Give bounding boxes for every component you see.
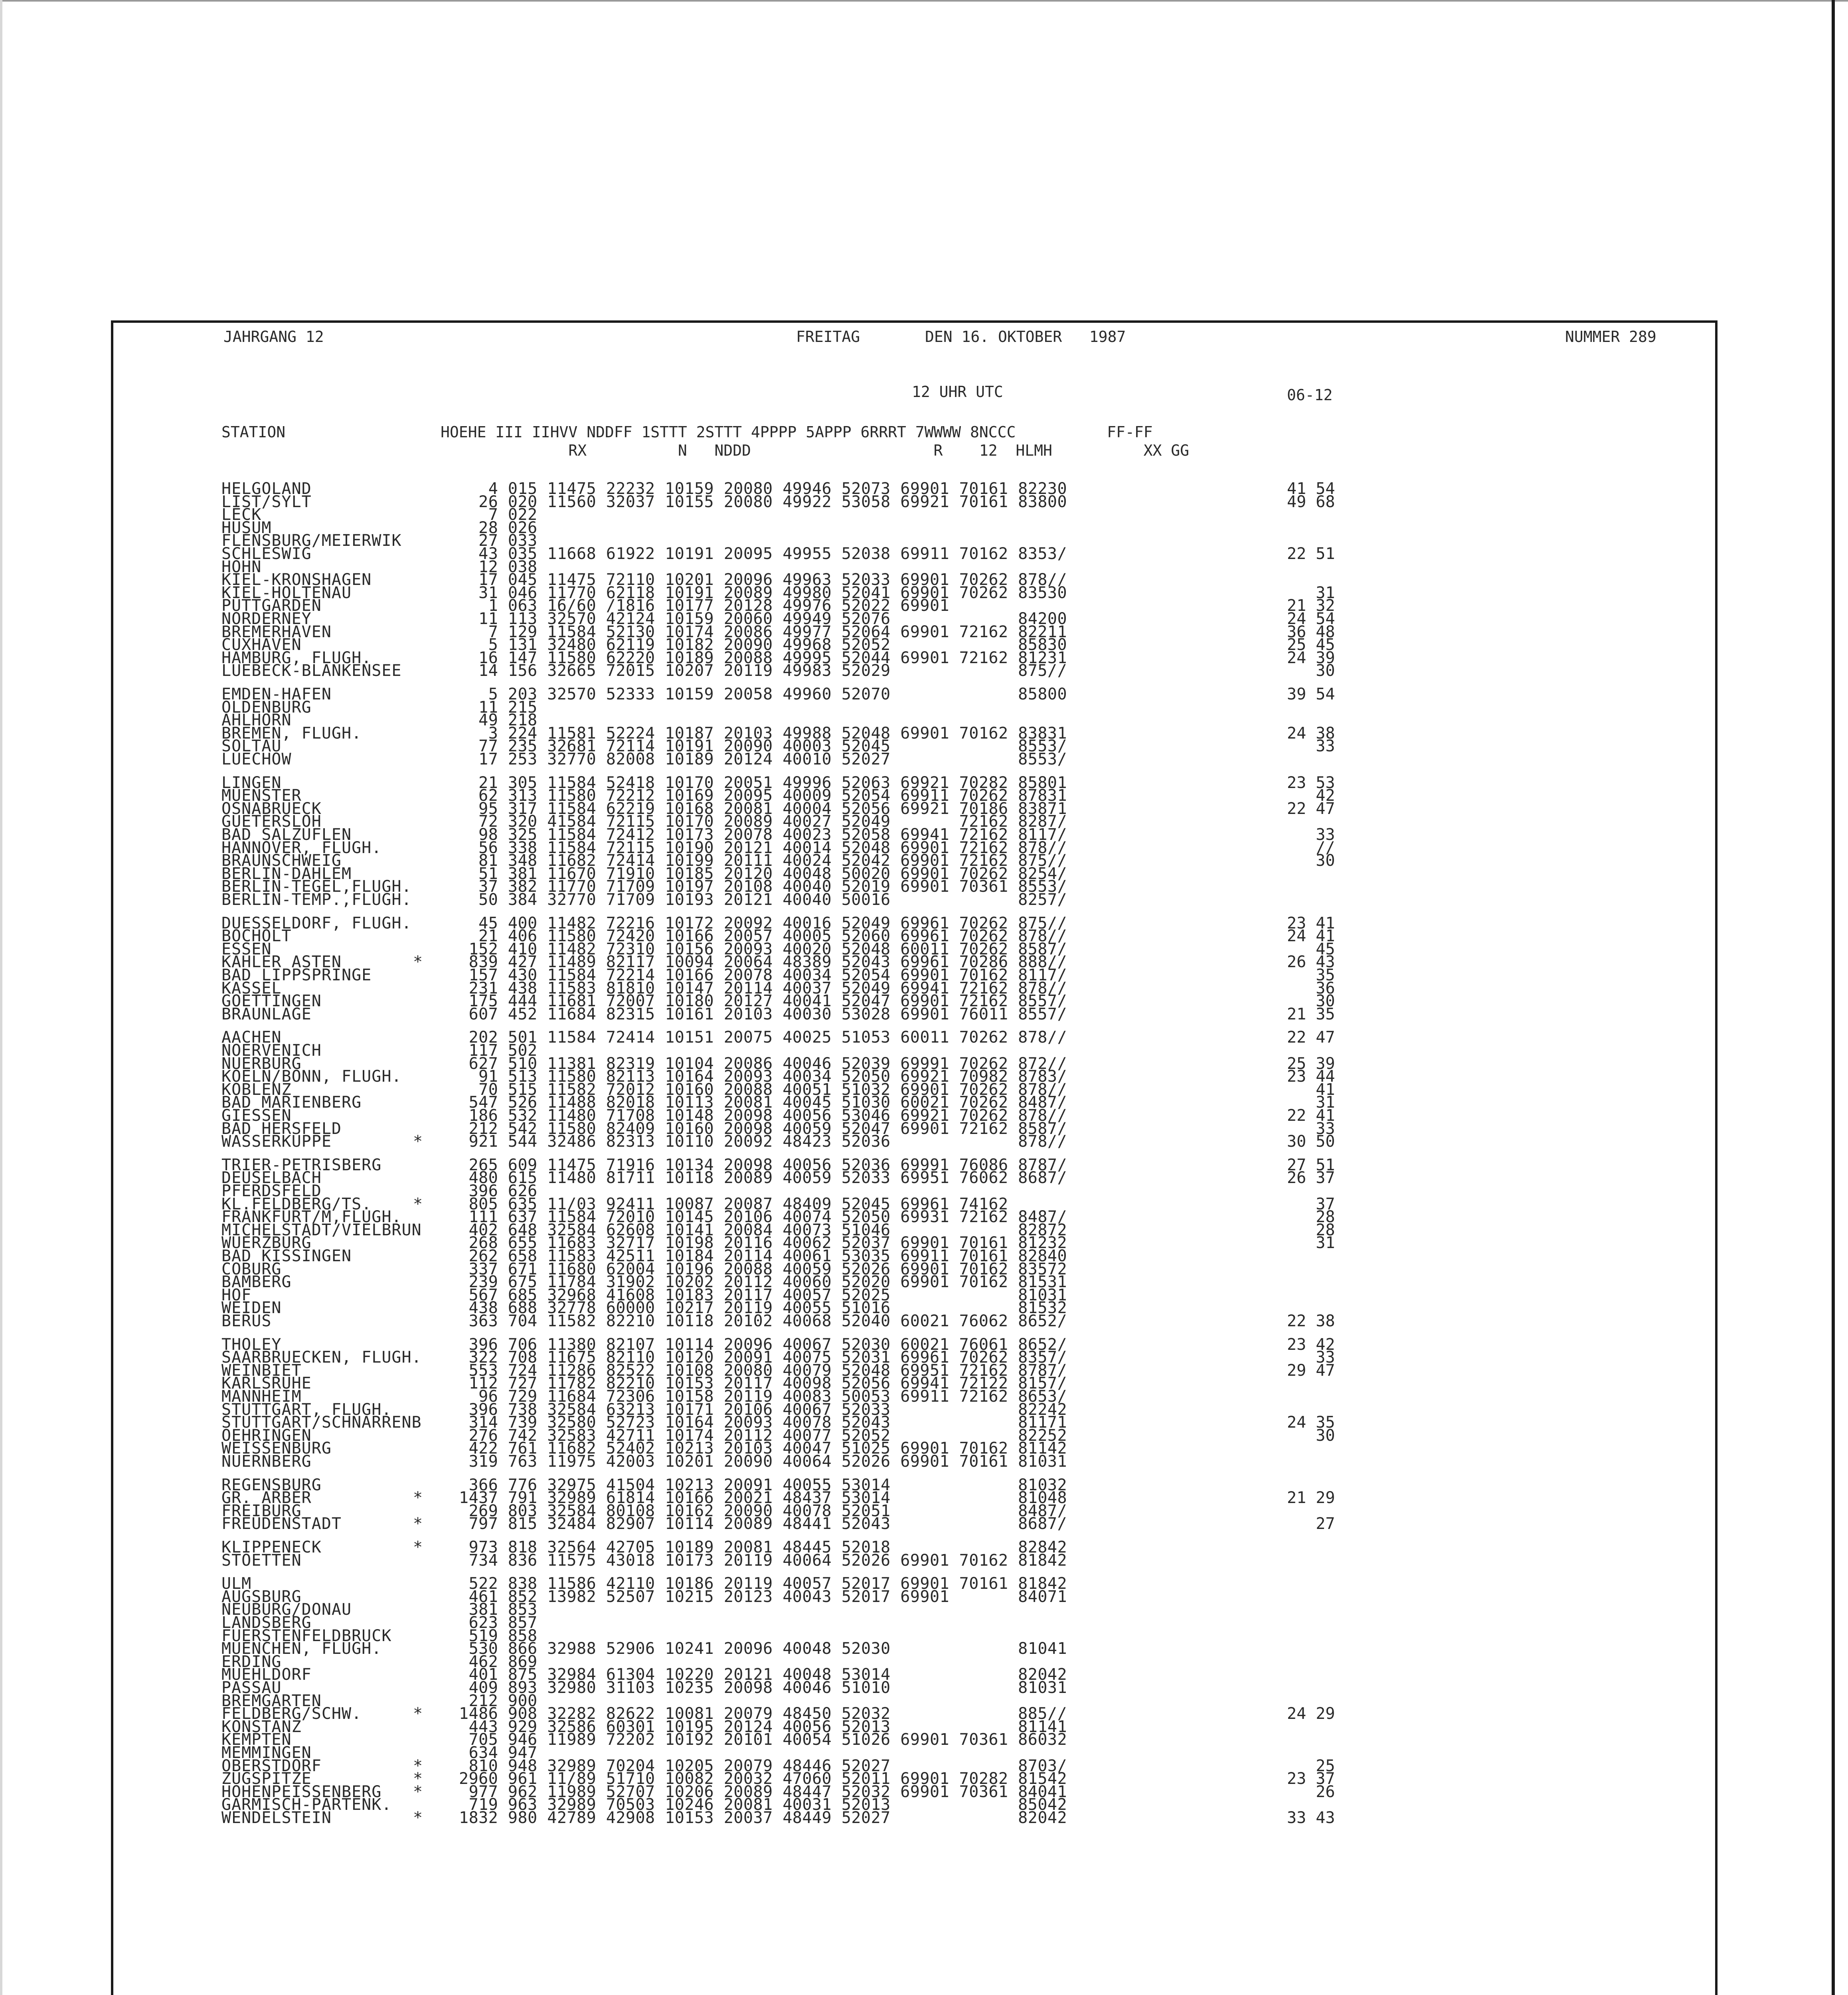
wind-gust-values: 22 51 (1287, 545, 1335, 563)
observation-values: 1 063 16/60 /1816 10177 20128 49976 52022 69901 (459, 597, 950, 615)
wind-gust-values: 23 53 (1287, 773, 1335, 792)
observation-values: 17 253 32770 82008 10189 20124 40010 52027 8553/ (459, 750, 1067, 768)
station-name: WEIDEN (221, 1299, 282, 1317)
observation-values: 973 818 32564 42705 10189 20081 48445 52018 82842 (459, 1538, 1067, 1556)
wind-gust-values: 33 (1287, 1348, 1335, 1367)
mountain-station-marker: * (413, 1770, 423, 1788)
station-name: SOLTAU (221, 737, 282, 756)
station-name: BOCHOLT (221, 927, 292, 946)
observation-values: 634 947 (459, 1744, 538, 1762)
mountain-station-marker: * (413, 1782, 423, 1801)
wind-gust-values: 42 (1287, 786, 1335, 805)
station-name: BERLIN-TEMP.,FLUGH. (221, 891, 412, 909)
observation-values: 117 502 (459, 1041, 538, 1060)
wind-gust-values: 23 44 (1287, 1067, 1335, 1086)
wind-period: 06-12 (1287, 386, 1333, 404)
station-name: KOELN/BONN, FLUGH. (221, 1067, 402, 1086)
wind-gust-values: 26 (1287, 1782, 1335, 1801)
station-name: GARMISCH-PARTENK. (221, 1796, 392, 1814)
observation-values: 11 215 (459, 698, 538, 717)
station-name: BREMERHAVEN (221, 622, 332, 641)
station-name: AHLHORN (221, 711, 292, 730)
mountain-station-marker: * (413, 1756, 423, 1775)
observation-values: 839 427 11489 82117 10094 20064 48389 52043 69961 70286 888// (459, 953, 1067, 972)
station-name: SAARBRUECKEN, FLUGH. (221, 1348, 422, 1367)
observation-values: 43 035 11668 61922 10191 20095 49955 52038 69911 70162 8353/ (459, 545, 1067, 563)
observation-values: 111 637 11584 72010 10145 20106 40074 52050 69931 72162 8487/ (459, 1208, 1067, 1227)
observation-values: 797 815 32484 82907 10114 20089 48441 52043 8687/ (459, 1515, 1067, 1533)
issue-number: NUMMER 289 (1565, 328, 1656, 346)
observation-values: 3 224 11581 52224 10187 20103 49988 52048 69901 70162 83831 (459, 724, 1067, 743)
wind-gust-values: 35 (1287, 966, 1335, 984)
observation-values: 81 348 11682 72414 10199 20111 40024 52042 69901 72162 875// (459, 851, 1067, 870)
observation-values: 14 156 32665 72015 10207 20119 49983 52029 875// (459, 662, 1067, 680)
station-name: REGENSBURG (221, 1476, 322, 1494)
wind-gust-values: 23 42 (1287, 1335, 1335, 1354)
wind-gust-values: 49 68 (1287, 492, 1335, 511)
station-name: HOF (221, 1286, 252, 1304)
observation-values: 276 742 32583 42711 10174 20112 40077 52052 82252 (459, 1426, 1067, 1445)
observation-values: 734 836 11575 43018 10173 20119 40064 52026 69901 70162 81842 (459, 1551, 1067, 1570)
observation-values: 921 544 32486 82313 10110 20092 48423 52036 878// (459, 1132, 1067, 1151)
observation-values: 705 946 11989 72202 10192 20101 40054 51026 69901 70361 86032 (459, 1730, 1067, 1749)
observation-values: 98 325 11584 72412 10173 20078 40023 52058 69941 72162 8117/ (459, 826, 1067, 844)
station-name: MEMMINGEN (221, 1744, 312, 1762)
observation-values: 91 513 11580 82113 10164 20093 40034 52050 69921 70982 8783/ (459, 1067, 1067, 1086)
observation-values: 231 438 11583 81810 10147 20114 40037 52049 69941 72162 878// (459, 979, 1067, 998)
station-name: NOERVENICH (221, 1041, 322, 1060)
station-name: SCHLESWIG (221, 545, 312, 563)
observation-values: 7 022 (459, 506, 538, 524)
observation-values: 438 688 32778 60000 10217 20119 40055 51016 81532 (459, 1299, 1067, 1317)
station-name: EMDEN-HAFEN (221, 685, 332, 703)
observation-values: 363 704 11582 82210 10118 20102 40068 52040 60021 76062 8652/ (459, 1312, 1067, 1330)
station-name: NUERBURG (221, 1054, 302, 1073)
station-name: OSNABRUECK (221, 799, 322, 818)
station-name: HAMBURG, FLUGH. (221, 648, 372, 667)
station-name: ULM (221, 1574, 252, 1593)
wind-gust-values: 24 39 (1287, 648, 1335, 667)
station-name: MICHELSTADT/VIELBRUN (221, 1221, 422, 1239)
station-name: STOETTEN (221, 1551, 302, 1570)
wind-gust-values: 41 54 (1287, 480, 1335, 498)
station-name: BERUS (221, 1312, 272, 1330)
observation-values: 1437 791 32989 61814 10166 20021 48437 53014 81048 (459, 1489, 1067, 1507)
station-name: WEINBIET (221, 1361, 302, 1380)
station-name: FUERSTENFELDBRUCK (221, 1626, 392, 1645)
station-name: MUENSTER (221, 786, 302, 805)
station-name: BREMEN, FLUGH. (221, 724, 362, 743)
mountain-station-marker: * (413, 1195, 423, 1213)
observation-values: 480 615 11480 81711 10118 20089 40059 52033 69951 76062 8687/ (459, 1169, 1067, 1187)
wind-gust-values: 28 (1287, 1208, 1335, 1227)
station-name: DUESSELDORF, FLUGH. (221, 914, 412, 932)
station-name: HUSUM (221, 518, 272, 537)
observation-values: 553 724 11286 82522 10108 20080 40079 52048 69951 72162 8787/ (459, 1361, 1067, 1380)
station-name: BERLIN-TEGEL,FLUGH. (221, 877, 412, 896)
station-name: KARLSRUHE (221, 1374, 312, 1393)
page-top-edge (0, 0, 1848, 2)
station-name: ESSEN (221, 940, 272, 958)
station-name: LUECHOW (221, 750, 292, 768)
station-name: BAD MARIENBERG (221, 1093, 362, 1112)
observation-values: 547 526 11488 82018 10113 20081 40045 51030 60021 70262 8487/ (459, 1093, 1067, 1112)
wind-gust-values: 24 38 (1287, 724, 1335, 743)
observation-values: 805 635 11/03 92411 10087 20087 48409 52045 69961 74162 (459, 1195, 1008, 1213)
wind-gust-values: 22 38 (1287, 1312, 1335, 1330)
observation-values: 443 929 32586 60301 10195 20124 40056 52013 81141 (459, 1717, 1067, 1736)
station-name: THOLEY (221, 1335, 282, 1354)
station-name: GIESSEN (221, 1106, 292, 1125)
observation-values: 27 033 (459, 531, 538, 550)
wind-gust-values: 45 (1287, 940, 1335, 958)
station-name: KL.FELDBERG/TS. (221, 1195, 372, 1213)
station-name: FRANKFURT/M,FLUGH. (221, 1208, 402, 1227)
wind-gust-values: 31 (1287, 1234, 1335, 1252)
station-name: NUERNBERG (221, 1452, 312, 1471)
wind-gust-values: 31 (1287, 583, 1335, 602)
station-name: KONSTANZ (221, 1717, 302, 1736)
station-name: LIST/SYLT (221, 492, 312, 511)
station-name: BREMGARTEN (221, 1691, 322, 1710)
station-name: BAD LIPPSPRINGE (221, 966, 372, 984)
wind-gust-values: 22 47 (1287, 799, 1335, 818)
station-name: DEUSELBACH (221, 1169, 322, 1187)
observation-values: 2960 961 11/89 51710 10082 20032 47060 52011 69901 70282 81542 (459, 1770, 1067, 1788)
observation-values: 77 235 32681 72114 10191 20090 40003 52045 8553/ (459, 737, 1067, 756)
station-name: GR. ARBER (221, 1489, 312, 1507)
wind-gust-values: 21 29 (1287, 1489, 1335, 1507)
mountain-station-marker: * (413, 1809, 423, 1827)
station-name: BRAUNSCHWEIG (221, 851, 342, 870)
station-name: CUXHAVEN (221, 636, 302, 654)
station-name: COBURG (221, 1260, 282, 1278)
observation-values: 519 858 (459, 1626, 538, 1645)
observation-values: 607 452 11684 82315 10161 20103 40030 53028 69901 76011 8557/ (459, 1005, 1067, 1023)
date-label: DEN 16. OKTOBER 1987 (925, 328, 1126, 346)
station-name: BERLIN-DAHLEM (221, 864, 352, 883)
station-name: KIEL-KRONSHAGEN (221, 571, 372, 589)
observation-values: 5 131 32480 62119 10182 20090 49968 52052 85830 (459, 636, 1067, 654)
wind-gust-values: 36 (1287, 979, 1335, 998)
station-name: GUETERSLOH (221, 812, 322, 831)
mountain-station-marker: * (413, 953, 423, 972)
observation-values: 1486 908 32282 82622 10081 20079 48450 52032 885// (459, 1705, 1067, 1723)
observation-values: 51 381 11670 71910 10185 20120 40048 50020 69901 70262 8254/ (459, 864, 1067, 883)
observation-values: 462 869 (459, 1652, 538, 1671)
observation-values: 381 853 (459, 1600, 538, 1619)
station-name: TRIER-PETRISBERG (221, 1156, 382, 1174)
observation-values: 12 038 (459, 557, 538, 576)
wind-gust-values: 22 47 (1287, 1028, 1335, 1047)
weekday-label: FREITAG (796, 328, 860, 346)
wind-gust-values: 24 54 (1287, 610, 1335, 628)
station-name: AACHEN (221, 1028, 282, 1047)
station-name: PUTTGARDEN (221, 597, 322, 615)
wind-gust-values: 41 (1287, 1080, 1335, 1099)
observation-values: 112 727 11782 82210 10153 20117 40098 52056 69941 72122 8157/ (459, 1374, 1067, 1393)
observation-values: 17 045 11475 72110 10201 20096 49963 52033 69901 70262 878// (459, 571, 1067, 589)
station-name: ERDING (221, 1652, 282, 1671)
wind-gust-values: 25 39 (1287, 1054, 1335, 1073)
station-name: ZUGSPITZE (221, 1770, 312, 1788)
wind-gust-values: 23 37 (1287, 1770, 1335, 1788)
observation-values: 268 655 11683 32717 10198 20116 40062 52037 69901 70161 81232 (459, 1234, 1067, 1252)
observation-values: 7 129 11584 52130 10174 20086 49977 52064 69901 72162 82211 (459, 622, 1067, 641)
wind-gust-values: 30 (1287, 1426, 1335, 1445)
station-name: BAMBERG (221, 1273, 292, 1292)
station-name: HOHENPEISSENBERG (221, 1782, 382, 1801)
station-name: LINGEN (221, 773, 282, 792)
station-name: FELDBERG/SCHW. (221, 1705, 362, 1723)
wind-gust-values: 27 51 (1287, 1156, 1335, 1174)
observation-values: 212 542 11580 82409 10160 20098 40059 52047 69901 72162 8587/ (459, 1119, 1067, 1138)
page-right-edge (1832, 0, 1835, 1995)
observation-values: 26 020 11560 32037 10155 20080 49922 53058 69921 70161 83800 (459, 492, 1067, 511)
wind-gust-values: 21 32 (1287, 597, 1335, 615)
observation-values: 186 532 11480 71708 10148 20098 40056 53046 69921 70262 878// (459, 1106, 1067, 1125)
observation-values: 366 776 32975 41504 10213 20091 40055 53014 81032 (459, 1476, 1067, 1494)
wind-gust-values: 21 35 (1287, 1005, 1335, 1023)
observation-values: 175 444 11681 72007 10180 20127 40041 52047 69901 72162 8557/ (459, 992, 1067, 1011)
observation-values: 56 338 11584 72115 10190 20121 40014 52048 69901 72162 878// (459, 838, 1067, 857)
wind-gust-values: 33 (1287, 826, 1335, 844)
observation-values: 322 708 11675 82110 10120 20091 40075 52031 69961 70262 8357/ (459, 1348, 1067, 1367)
mountain-station-marker: * (413, 1705, 423, 1723)
observation-values: 202 501 11584 72414 10151 20075 40025 51053 60011 70262 878// (459, 1028, 1067, 1047)
station-name: FREUDENSTADT (221, 1515, 342, 1533)
station-name: OBERSTDORF (221, 1756, 322, 1775)
observation-values: 152 410 11482 72310 10156 20093 40020 52048 60011 70262 8587/ (459, 940, 1067, 958)
column-header-line2: RX N NDDD R 12 HLMH XX GG (221, 442, 1190, 459)
page-left-edge (0, 0, 2, 1995)
wind-gust-values: 24 35 (1287, 1413, 1335, 1432)
wind-gust-values: 23 41 (1287, 914, 1335, 932)
wind-gust-values: 30 (1287, 992, 1335, 1011)
wind-gust-values: 39 54 (1287, 685, 1335, 703)
station-name: WEISSENBURG (221, 1439, 332, 1458)
observation-values: 96 729 11684 72306 10158 20119 40083 50053 69911 72162 8653/ (459, 1387, 1067, 1406)
wind-gust-values: 24 41 (1287, 927, 1335, 946)
mountain-station-marker: * (413, 1515, 423, 1533)
station-name: KLIPPENECK (221, 1538, 322, 1556)
wind-gust-values: 28 (1287, 1221, 1335, 1239)
observation-values: 50 384 32770 71709 10193 20121 40040 50016 8257/ (459, 891, 1067, 909)
station-name: BAD KISSINGEN (221, 1247, 352, 1265)
station-name: PFERDSFELD (221, 1182, 322, 1200)
station-name: HOHN (221, 557, 262, 576)
wind-gust-values: 36 48 (1287, 622, 1335, 641)
observation-values: 402 648 32584 62608 10141 20084 40073 51046 82872 (459, 1221, 1067, 1239)
station-name: GOETTINGEN (221, 992, 322, 1011)
station-name: WENDELSTEIN (221, 1809, 332, 1827)
wind-gust-values: 22 41 (1287, 1106, 1335, 1125)
wind-gust-values: 37 (1287, 1195, 1335, 1213)
station-name: WUERZBURG (221, 1234, 312, 1252)
station-name: NORDERNEY (221, 610, 312, 628)
observation-values: 401 875 32984 61304 10220 20121 40048 53014 82042 (459, 1665, 1067, 1684)
observation-values: 28 026 (459, 518, 538, 537)
wind-gust-values: 25 (1287, 1756, 1335, 1775)
observation-values: 31 046 11770 62118 10191 20089 49980 52041 69901 70262 83530 (459, 583, 1067, 602)
station-name: FLENSBURG/MEIERWIK (221, 531, 402, 550)
wind-gust-values: 27 (1287, 1515, 1335, 1533)
observation-values: 269 803 32584 80108 10162 20090 40078 52051 8487/ (459, 1501, 1067, 1520)
observation-values: 396 738 32584 63213 10171 20106 40067 52033 82242 (459, 1400, 1067, 1419)
wind-gust-values: 29 47 (1287, 1361, 1335, 1380)
observation-values: 627 510 11381 82319 10104 20086 40046 52039 69991 70262 872// (459, 1054, 1067, 1073)
wind-gust-values: 30 (1287, 851, 1335, 870)
wind-gust-values: 26 37 (1287, 1169, 1335, 1187)
station-name: MUENCHEN, FLUGH. (221, 1639, 382, 1658)
station-name: STUTTGART/SCHNARRENB (221, 1413, 422, 1432)
mountain-station-marker: * (413, 1489, 423, 1507)
observation-values: 396 706 11380 82107 10114 20096 40067 52030 60021 76061 8652/ (459, 1335, 1067, 1354)
wind-gust-values: 31 (1287, 1093, 1335, 1112)
observation-values: 62 313 11580 72212 10169 20095 40009 52054 69911 70262 87831 (459, 786, 1067, 805)
observation-values: 396 626 (459, 1182, 538, 1200)
observation-values: 21 406 11580 72420 10166 20057 40005 52060 69961 70262 878// (459, 927, 1067, 946)
station-name: BRAUNLAGE (221, 1005, 312, 1023)
observation-values: 37 382 11770 71709 10197 20108 40040 52019 69901 70361 8553/ (459, 877, 1067, 896)
observation-values: 95 317 11584 62219 10168 20081 40004 52056 69921 70186 83871 (459, 799, 1067, 818)
observation-values: 522 838 11586 42110 10186 20119 40057 52017 69901 70161 81842 (459, 1574, 1067, 1593)
station-name: KOBLENZ (221, 1080, 292, 1099)
wind-gust-values: 25 45 (1287, 636, 1335, 654)
observation-values: 45 400 11482 72216 10172 20092 40016 52049 69961 70262 875// (459, 914, 1067, 932)
station-name: HANNOVER, FLUGH. (221, 838, 382, 857)
observation-values: 314 739 32580 52723 10164 20093 40078 52043 81171 (459, 1413, 1067, 1432)
wind-gust-values: 33 (1287, 1119, 1335, 1138)
station-name: KEMPTEN (221, 1730, 292, 1749)
wind-gust-values: 26 43 (1287, 953, 1335, 972)
observation-values: 49 218 (459, 711, 538, 730)
observation-values: 72 320 41584 72115 10170 20089 40027 52049 72162 8287/ (459, 812, 1067, 831)
observation-values: 567 685 32968 41608 10183 20117 40057 52025 81031 (459, 1286, 1067, 1304)
station-name: BAD SALZUFLEN (221, 826, 352, 844)
wind-gust-values: 30 50 (1287, 1132, 1335, 1151)
jahrgang-label: JAHRGANG 12 (223, 328, 324, 346)
station-name: WASSERKUPPE (221, 1132, 332, 1151)
mountain-station-marker: * (413, 1132, 423, 1151)
station-name: KIEL-HOLTENAU (221, 583, 352, 602)
observation-values: 5 203 32570 52333 10159 20058 49960 52070 85800 (459, 685, 1067, 703)
observation-values: 1832 980 42789 42908 10153 20037 48449 52027 82042 (459, 1809, 1067, 1827)
wind-gust-values: 24 29 (1287, 1705, 1335, 1723)
observation-values: 977 962 11989 52707 10206 20089 48447 52032 69901 70361 84041 (459, 1782, 1067, 1801)
wind-gust-values: // (1287, 838, 1335, 857)
observation-values: 810 948 32989 70204 10205 20079 48446 52027 8703/ (459, 1756, 1067, 1775)
station-name: OEHRINGEN (221, 1426, 312, 1445)
station-name: MANNHEIM (221, 1387, 302, 1406)
observation-values: 16 147 11580 62220 10189 20088 49995 52044 69901 72162 81231 (459, 648, 1067, 667)
station-name: AUGSBURG (221, 1587, 302, 1606)
station-name: PASSAU (221, 1679, 282, 1697)
observation-values: 719 963 32989 70503 10246 20081 40031 52013 85042 (459, 1796, 1067, 1814)
observation-values: 422 761 11682 52402 10213 20103 40047 51025 69901 70162 81142 (459, 1439, 1067, 1458)
station-name: LUEBECK-BLANKENSEE (221, 662, 402, 680)
station-name: HELGOLAND (221, 480, 312, 498)
station-name: OLDENBURG (221, 698, 312, 717)
column-header-line1: STATION HOEHE III IIHVV NDDFF 1STTT 2STTT 4PPPP 5APPP 6RRRT 7WWWW 8NCCC FF-FF (221, 423, 1153, 441)
observation-values: 157 430 11584 72214 10166 20078 40034 52054 69901 70162 8117/ (459, 966, 1067, 984)
observation-values: 4 015 11475 22232 10159 20080 49946 52073 69901 70161 82230 (459, 480, 1067, 498)
station-name: LECK (221, 506, 262, 524)
station-name: NEUBURG/DONAU (221, 1600, 352, 1619)
wind-gust-values: 33 (1287, 737, 1335, 756)
observation-time: 12 UHR UTC (912, 383, 1003, 401)
observation-values: 319 763 11975 42003 10201 20090 40064 52026 69901 70161 81031 (459, 1452, 1067, 1471)
station-name: MUEHLDORF (221, 1665, 312, 1684)
wind-gust-values: 30 (1287, 662, 1335, 680)
observation-values: 239 675 11784 31902 10202 20112 40060 52020 69901 70162 81531 (459, 1273, 1067, 1292)
observation-values: 70 515 11582 72012 10160 20088 40051 51032 69901 70262 878// (459, 1080, 1067, 1099)
observation-values: 530 866 32988 52906 10241 20096 40048 52030 81041 (459, 1639, 1067, 1658)
station-name: STUTTGART, FLUGH. (221, 1400, 392, 1419)
observation-values: 337 671 11680 62004 10196 20088 40059 52026 69901 70162 83572 (459, 1260, 1067, 1278)
observation-values: 11 113 32570 42124 10159 20060 49949 52076 84200 (459, 610, 1067, 628)
station-name: KASSEL (221, 979, 282, 998)
observation-values: 623 857 (459, 1614, 538, 1632)
station-name: KAHLER ASTEN (221, 953, 342, 972)
observation-values: 212 900 (459, 1691, 538, 1710)
wind-gust-values: 33 43 (1287, 1809, 1335, 1827)
observation-values: 265 609 11475 71916 10134 20098 40056 52036 69991 76086 8787/ (459, 1156, 1067, 1174)
station-name: LANDSBERG (221, 1614, 312, 1632)
mountain-station-marker: * (413, 1538, 423, 1556)
observation-values: 262 658 11583 42511 10184 20114 40061 53035 69911 70161 82840 (459, 1247, 1067, 1265)
observation-values: 461 852 13982 52507 10215 20123 40043 52017 69901 84071 (459, 1587, 1067, 1606)
observation-values: 409 893 32980 31103 10235 20098 40046 51010 81031 (459, 1679, 1067, 1697)
observation-values: 21 305 11584 52418 10170 20051 49996 52063 69921 70282 85801 (459, 773, 1067, 792)
station-name: FREIBURG (221, 1501, 302, 1520)
station-name: BAD HERSFELD (221, 1119, 342, 1138)
